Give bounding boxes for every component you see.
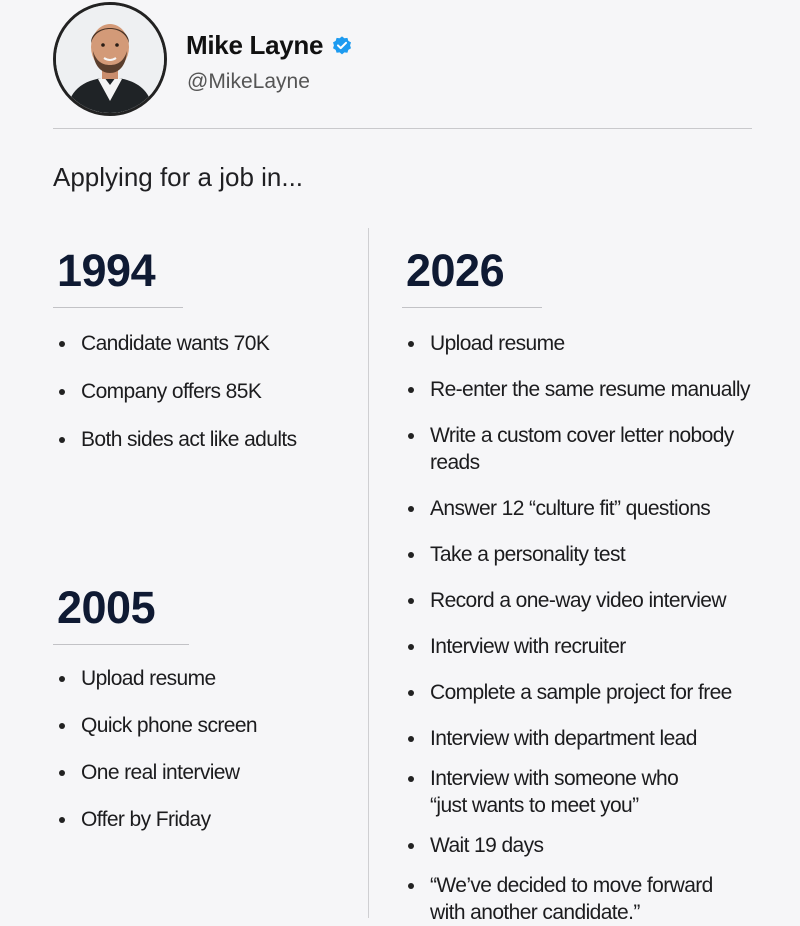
bullet-icon [59, 389, 65, 395]
bullet-icon [408, 843, 414, 849]
bullet-icon [59, 770, 65, 776]
list-item: “We’ve decided to move forward with another candidate.” [406, 872, 720, 926]
list-item: Write a custom cover letter nobody reads [406, 422, 766, 476]
bullet-icon [59, 723, 65, 729]
list-item: Interview with someone who “just wants to meet you” [406, 765, 720, 819]
bullet-icon [408, 598, 414, 604]
list-item: Upload resume [406, 330, 766, 357]
bullet-list [57, 330, 347, 453]
bullet-icon [408, 387, 414, 393]
bullet-icon [408, 341, 414, 347]
display-name-row [186, 30, 353, 61]
post-header [0, 0, 800, 130]
bullet-icon [408, 644, 414, 650]
year-heading: 1994 [57, 245, 156, 296]
list-item: Re-enter the same resume manually [406, 376, 766, 403]
list-item: Take a personality test [406, 541, 766, 568]
list-item: Offer by Friday [57, 806, 347, 833]
section-1994 [57, 245, 347, 453]
year-underline [402, 307, 542, 308]
list-item: Wait 19 days [406, 832, 766, 859]
column-divider [368, 228, 369, 918]
section-2005 [57, 582, 347, 833]
bullet-icon [408, 552, 414, 558]
bullet-icon [408, 736, 414, 742]
bullet-icon [408, 776, 414, 782]
list-item: Interview with recruiter [406, 633, 766, 660]
year-underline [53, 644, 189, 645]
list-item: Answer 12 “culture fit” questions [406, 495, 766, 522]
avatar[interactable] [53, 2, 167, 116]
bullet-icon [408, 506, 414, 512]
list-item: Interview with department lead [406, 725, 766, 752]
bullet-icon [59, 676, 65, 682]
bullet-icon [408, 883, 414, 889]
post-intro-text: Applying for a job in... [53, 162, 304, 192]
year-heading: 2005 [57, 582, 156, 633]
list-item: Both sides act like adults [57, 426, 347, 453]
bullet-list [57, 665, 347, 833]
display-name[interactable]: Mike Layne [186, 30, 324, 60]
bullet-icon [59, 817, 65, 823]
header-divider [53, 128, 752, 129]
list-item: Upload resume [57, 665, 347, 692]
list-item: Candidate wants 70K [57, 330, 347, 357]
year-heading: 2026 [406, 245, 505, 296]
bullet-icon [59, 437, 65, 443]
bullet-icon [408, 433, 414, 439]
profile-portrait-icon [56, 5, 164, 113]
bullet-list [406, 330, 766, 926]
user-handle[interactable]: @MikeLayne [187, 70, 310, 93]
list-item: Company offers 85K [57, 378, 347, 405]
verified-badge-icon [331, 35, 353, 57]
year-underline [53, 307, 183, 308]
section-2026 [406, 245, 766, 926]
list-item: Complete a sample project for free [406, 679, 766, 706]
bullet-icon [59, 341, 65, 347]
list-item: Record a one-way video interview [406, 587, 766, 614]
list-item: One real interview [57, 759, 347, 786]
list-item: Quick phone screen [57, 712, 347, 739]
bullet-icon [408, 690, 414, 696]
